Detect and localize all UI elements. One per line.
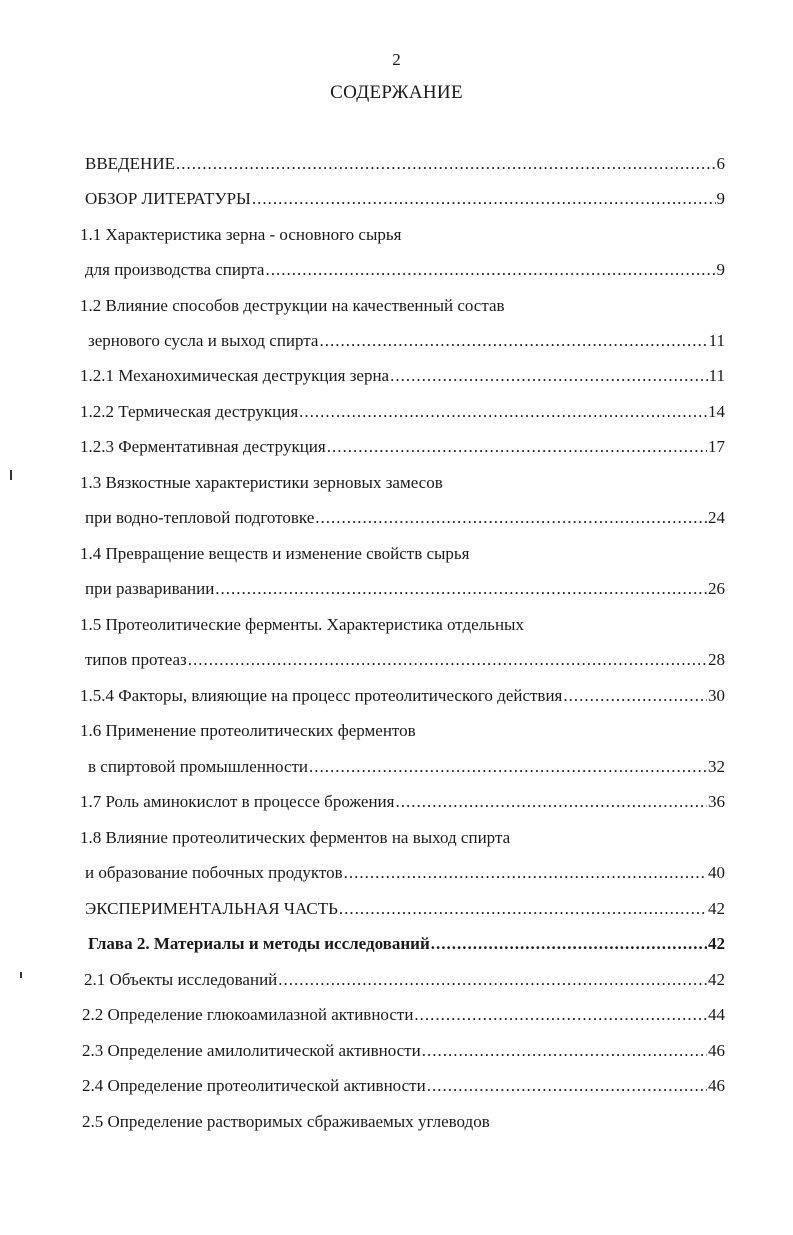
toc-entry-page: 28 xyxy=(708,650,725,669)
toc-entry-text: 1.2.3 Ферментативная деструкция xyxy=(80,437,326,456)
leader-dots xyxy=(327,435,707,459)
leader-dots xyxy=(215,577,707,601)
toc-title: СОДЕРЖАНИЕ xyxy=(330,82,463,103)
leader-dots xyxy=(299,400,707,424)
leader-dots xyxy=(344,861,707,885)
toc-entry-text: 1.7 Роль аминокислот в процессе брожения xyxy=(80,792,395,811)
toc-entry-text: 2.5 Определение растворимых сбраживаемых углеводов xyxy=(82,1112,490,1131)
toc-entry-1-4-line2 xyxy=(85,577,725,601)
scan-artifact-mark xyxy=(10,470,12,480)
toc-entry-page: 46 xyxy=(708,1076,725,1095)
toc-entry-text: 1.2.2 Термическая деструкция xyxy=(80,402,299,421)
toc-entry-text: 2.2 Определение глюкоамилазной активности xyxy=(82,1005,414,1024)
toc-entry-1-6-line2 xyxy=(88,755,725,779)
toc-entry-page: 30 xyxy=(708,686,725,705)
leader-dots xyxy=(422,1039,707,1063)
leader-dots xyxy=(188,648,707,672)
toc-entry-text: для производства спирта xyxy=(85,260,265,279)
leader-dots xyxy=(252,187,716,211)
toc-entry-page: 42 xyxy=(708,970,725,989)
toc-entry-page: 9 xyxy=(716,189,725,208)
leader-dots xyxy=(431,932,707,956)
toc-entry-2-5-line1 xyxy=(82,1110,490,1134)
toc-entry-literature-review xyxy=(85,187,725,211)
leader-dots xyxy=(315,506,707,530)
toc-entry-text: Глава 2. Материалы и методы исследований xyxy=(88,934,430,953)
toc-entry-text: ВВЕДЕНИЕ xyxy=(85,154,175,173)
toc-entry-text: зернового сусла и выход спирта xyxy=(88,331,319,350)
toc-entry-text: 2.4 Определение протеолитической активности xyxy=(82,1076,426,1095)
toc-entry-page: 36 xyxy=(708,792,725,811)
toc-entry-text: ОБЗОР ЛИТЕРАТУРЫ xyxy=(85,189,251,208)
toc-entry-text: 2.1 Объекты исследований xyxy=(84,970,278,989)
toc-entry-page: 17 xyxy=(708,437,725,456)
toc-entry-1-2-3 xyxy=(80,435,725,459)
toc-entry-text: 1.2 Влияние способов деструкции на качественный состав xyxy=(80,296,505,315)
toc-entry-chapter-2 xyxy=(88,932,725,956)
leader-dots xyxy=(265,258,715,282)
toc-entry-1-2-2 xyxy=(80,400,725,424)
toc-entry-1-5-line2 xyxy=(85,648,725,672)
toc-entry-1-1-line2 xyxy=(85,258,725,282)
toc-entry-text: 1.1 Характеристика зерна - основного сырья xyxy=(80,225,402,244)
toc-entry-1-3-line1 xyxy=(80,471,443,495)
toc-entry-page: 44 xyxy=(708,1005,725,1024)
toc-entry-page: 9 xyxy=(716,260,725,279)
leader-dots xyxy=(414,1003,707,1027)
toc-entry-1-2-line1 xyxy=(80,294,505,318)
toc-entry-page: 14 xyxy=(708,402,725,421)
leader-dots xyxy=(427,1074,707,1098)
toc-entry-page: 32 xyxy=(708,757,725,776)
toc-entry-page: 40 xyxy=(708,863,725,882)
toc-entry-page: 11 xyxy=(708,366,725,385)
leader-dots xyxy=(563,684,707,708)
toc-entry-text: при разваривании xyxy=(85,579,215,598)
toc-entry-1-3-line2 xyxy=(85,506,725,530)
toc-entry-2-1 xyxy=(84,968,725,992)
toc-entry-text: 1.8 Влияние протеолитических ферментов на выход спирта xyxy=(80,828,511,847)
toc-entry-text: и образование побочных продуктов xyxy=(85,863,343,882)
toc-entry-page: 42 xyxy=(708,899,725,918)
toc-entry-text: при водно-тепловой подготовке xyxy=(85,508,315,527)
toc-entry-1-7 xyxy=(80,790,725,814)
toc-entry-text: 1.2.1 Механохимическая деструкция зерна xyxy=(80,366,390,385)
scan-artifact-mark xyxy=(20,972,22,978)
toc-entry-1-1-line1 xyxy=(80,223,401,247)
toc-entry-text: 1.3 Вязкостные характеристики зерновых замесов xyxy=(80,473,443,492)
toc-entry-text: 1.4 Превращение веществ и изменение свойств сырья xyxy=(80,544,470,563)
toc-entry-1-5-4 xyxy=(80,684,725,708)
toc-entry-2-3 xyxy=(82,1039,725,1063)
toc-entry-1-2-line2 xyxy=(88,329,725,353)
toc-entry-text: ЭКСПЕРИМЕНТАЛЬНАЯ ЧАСТЬ xyxy=(85,899,338,918)
toc-entry-text: в спиртовой промышленности xyxy=(88,757,309,776)
toc-entry-page: 11 xyxy=(708,331,725,350)
toc-entry-1-2-1 xyxy=(80,364,725,388)
toc-entry-text: 1.5 Протеолитические ферменты. Характеристика отдельных xyxy=(80,615,524,634)
toc-entry-text: типов протеаз xyxy=(85,650,187,669)
leader-dots xyxy=(309,755,707,779)
toc-entry-text: 1.6 Применение протеолитических ферментов xyxy=(80,721,416,740)
toc-entry-1-6-line1 xyxy=(80,719,416,743)
toc-entry-1-4-line1 xyxy=(80,542,470,566)
toc-entry-page: 26 xyxy=(708,579,725,598)
toc-entry-2-2 xyxy=(82,1003,725,1027)
toc-entry-introduction xyxy=(85,152,725,176)
toc-entry-text: 2.3 Определение амилолитической активности xyxy=(82,1041,421,1060)
toc-entry-1-8-line1 xyxy=(80,826,510,850)
leader-dots xyxy=(319,329,707,353)
toc-entry-1-8-line2 xyxy=(85,861,725,885)
leader-dots xyxy=(390,364,708,388)
leader-dots xyxy=(339,897,707,921)
toc-entry-2-4 xyxy=(82,1074,725,1098)
toc-entry-page: 46 xyxy=(708,1041,725,1060)
toc-entry-1-5-line1 xyxy=(80,613,524,637)
leader-dots xyxy=(278,968,707,992)
toc-entry-text: 1.5.4 Факторы, влияющие на процесс протеолитического действия xyxy=(80,686,563,705)
leader-dots xyxy=(176,152,716,176)
toc-entry-experimental-part xyxy=(85,897,725,921)
toc-entry-page: 42 xyxy=(708,934,725,953)
toc-entry-page: 24 xyxy=(708,508,725,527)
page-number: 2 xyxy=(392,50,401,69)
toc-entry-page: 6 xyxy=(716,154,725,173)
leader-dots xyxy=(395,790,707,814)
